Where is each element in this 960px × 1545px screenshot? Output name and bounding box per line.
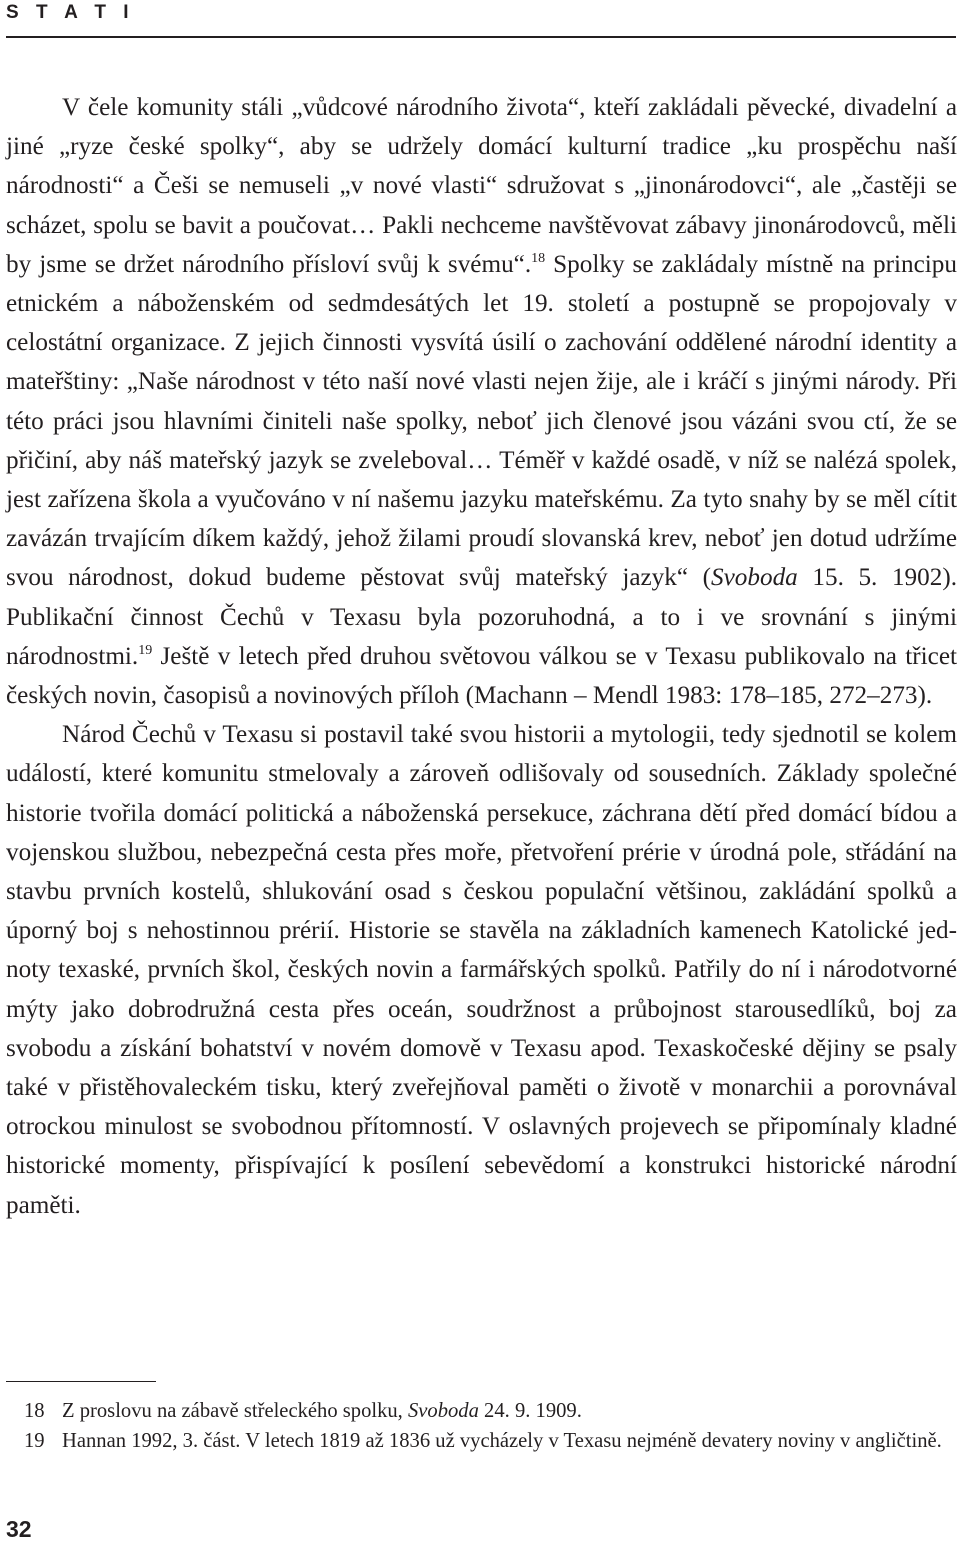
footnotes — [6, 1396, 957, 1456]
footnote-italic-source: Svoboda — [407, 1400, 479, 1422]
footnote-reference-19: 19 — [138, 642, 153, 658]
header-rule — [6, 36, 956, 38]
main-text — [6, 88, 957, 1225]
footnote-text-end: 24. 9. 1909. — [478, 1400, 582, 1422]
paragraph-1 — [6, 88, 957, 715]
footnote-18 — [6, 1396, 957, 1426]
source-title-italic: Svoboda — [711, 564, 798, 592]
paragraph-1-text-a: V čele komunity stáli „vůdcové národního života“, kteří zakládali pěvecké, divadelní a jiné „ryze české spolky“, aby se udržely domácí kulturní tradice „ku prospěchu naší národnosti“ a Češi se nemuseli „v nové vlasti“ sdružovat s „jinonárodovci“, ale „častěji se scházet, spolu se bavit a poučovat… Pakli nechceme navštěvovat zábavy jinonárodovců, měli by jsme se držet národního přísloví svůj k svému“. — [6, 94, 957, 278]
footnote-text: Z proslovu na zábavě střeleckého spolku, — [62, 1400, 408, 1422]
footnote-reference-18: 18 — [531, 250, 546, 266]
paragraph-1-text-d: Ještě v letech před druhou světovou válkou se v Texasu publikovalo na třicet českých novin, časopisů a novinových příloh (Machann – Mendl 1983: 178–185, 272–273). — [6, 642, 957, 710]
footnote-rule — [6, 1381, 156, 1382]
page-number: 32 — [6, 1516, 32, 1542]
paragraph-2: Národ Čechů v Texasu si postavil také svou historii a mytologii, tedy sjednotil se kolem událostí, které komunitu stmelovaly a zároveň odlišovaly od sousedních. Základy společné historie tvořila domácí politická a náboženská persekuce, záchrana dětí před domácí bídou a vojenskou službou, nebezpečná cesta přes moře, přetvoření prérie v úrodná pole, střádání na stavbu prvních kostelů, shlukování osad s českou populační většinou, zakládání spolků a úporný boj s nehostinnou prérií. Historie se stavěla na základních kamenech Katolické jednoty texaské, prvních škol, českých novin a farmářských spolků. Patřily do ní i národotvorné mýty jako dobrodružná cesta přes oceán, soudržnost a průbojnost starousedlíků, boj za svobodu a získání bohatství v novém domově v Texasu apod. Texaskočeské dějiny se psaly také v přistěhovaleckém tisku, který zveřejňoval paměti o životě v monarchii a porovnával otrockou minulost se svobodnou přítomností. V oslavných projevech se připomínaly kladné historické momenty, přispívající k posílení sebevědomí a konstrukci historické národní paměti. — [6, 721, 957, 1219]
footnote-number: 18 — [24, 1400, 45, 1422]
footnote-text: Hannan 1992, 3. část. V letech 1819 až 1836 už vycházely v Texasu nejméně devatery noviny v angličtině. — [62, 1430, 942, 1452]
footnote-19 — [6, 1426, 957, 1456]
paragraph-1-text-c: 15. 5. 1902). Publikační činnost Čechů v Texasu byla pozoruhodná, a to i ve srovnání s jinými národnostmi. — [6, 564, 957, 670]
paragraph-1-text-b: Spolky se zakládaly místně na principu etnickém a náboženském od sedmdesátých let 19. století a postupně se propojovaly v celostátní organizace. Z jejich činnosti vysvítá úsilí o zachování oddělené národní identity a mateřštiny: „Naše národnost v této naší nové vlasti nejen žije, ale i kráčí s jinými národy. Při této práci jsou hlavními činiteli naše spolky, neboť jich členové jsou vázáni svou ctí, že se přičiní, aby náš mateřský jazyk se zveleboval… Téměř v každé osadě, v níž se nalézá spolek, jest zařízena škola a vyučováno v ní našemu jazyku mateřskému. Za tyto snahy by se měl cítit zavázán trvajícím díkem každý, jehož žilami proudí slovanská krev, neboť jen dotud udržíme svou národnost, dokud budeme pěstovat svůj mateřský jazyk“ ( — [6, 250, 957, 592]
section-label: S T A T I — [6, 2, 135, 23]
footnote-number: 19 — [24, 1430, 45, 1452]
